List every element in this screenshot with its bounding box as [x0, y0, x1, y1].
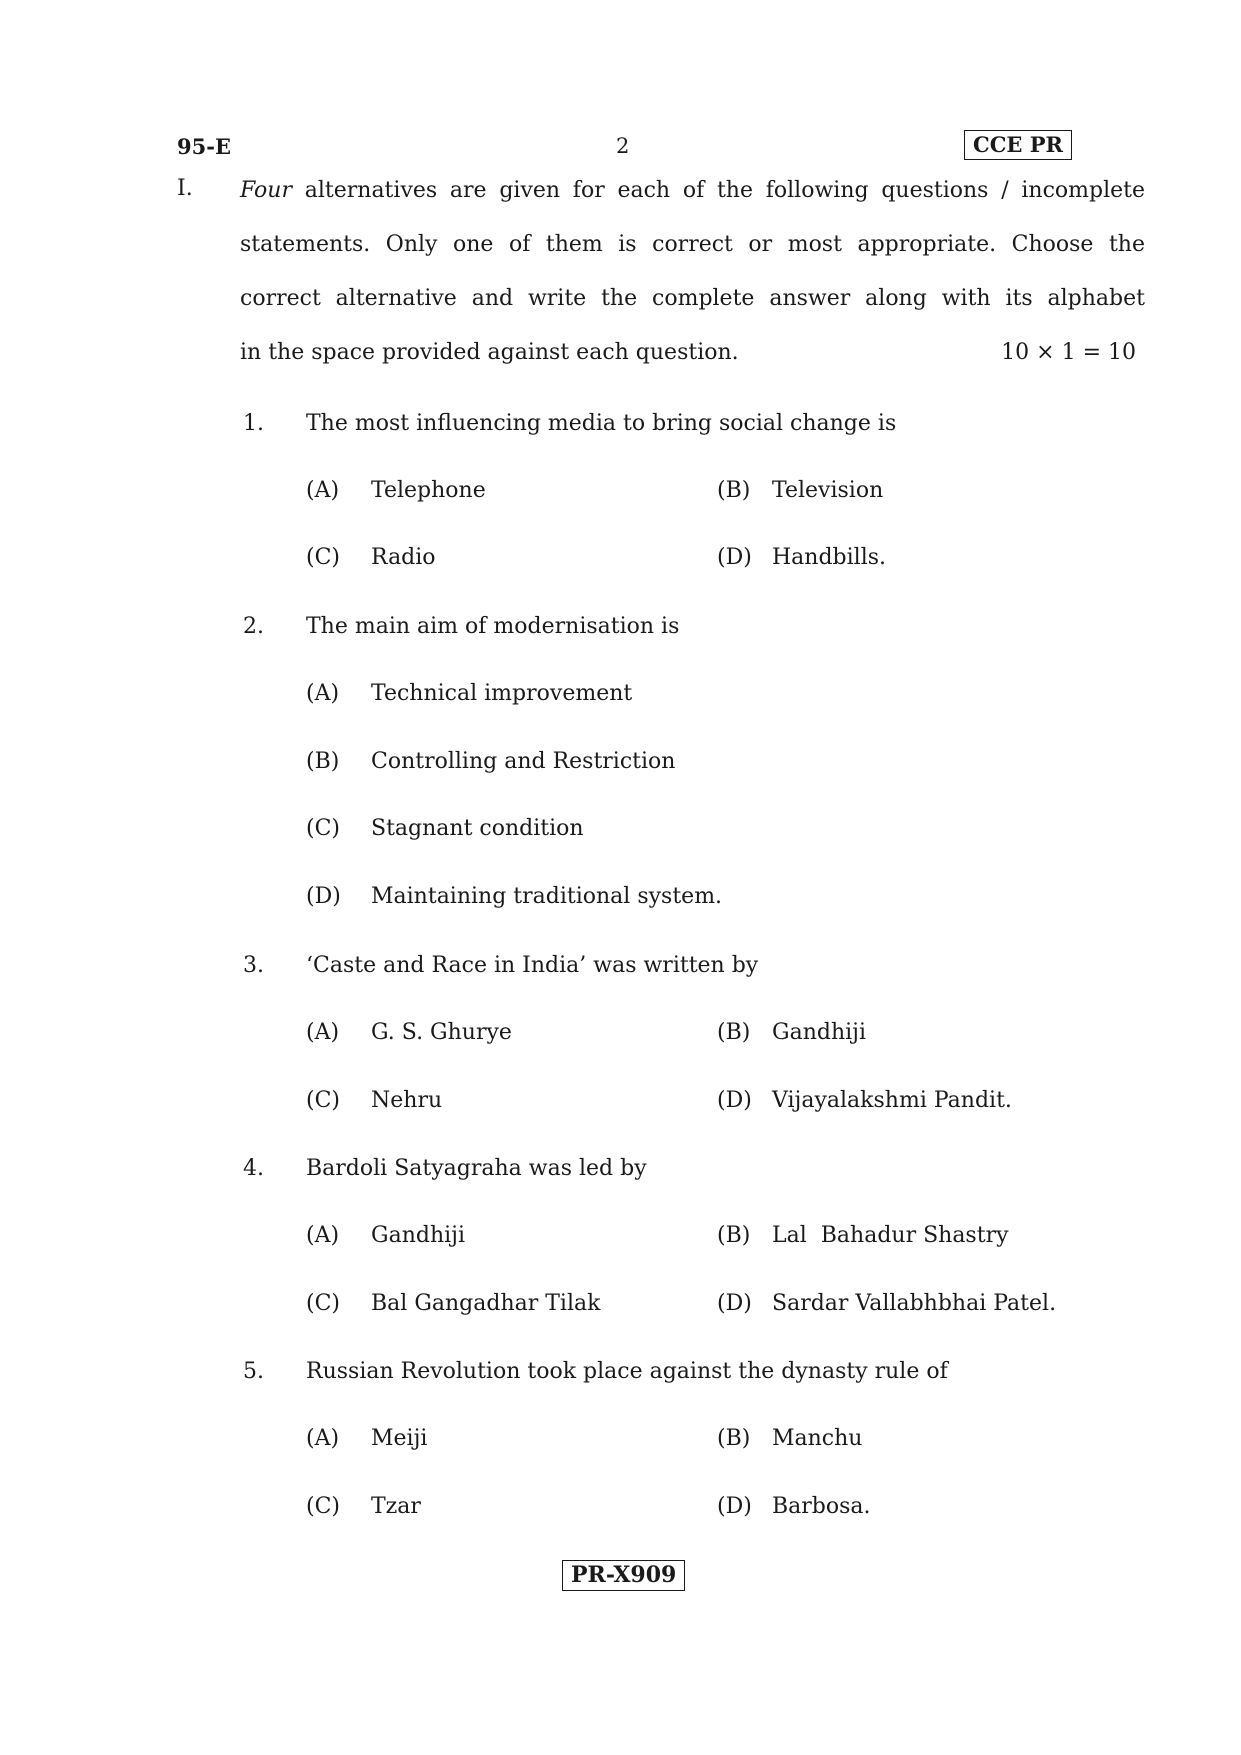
- option-label: (D): [717, 1088, 752, 1113]
- instruction-line-4: in the space provided against each question.: [240, 340, 739, 365]
- option-label: (A): [306, 478, 340, 503]
- option-label: (D): [717, 1494, 752, 1519]
- option-text: Vijayalakshmi Pandit.: [772, 1088, 1012, 1113]
- option-text: Technical improvement: [371, 681, 633, 706]
- option-label: (B): [717, 478, 751, 503]
- page-number: 2: [616, 134, 630, 158]
- option-text: G. S. Ghurye: [371, 1020, 512, 1045]
- option-text: Gandhiji: [772, 1020, 867, 1045]
- option-label: (B): [306, 749, 340, 774]
- instruction-line-3: correct alternative and write the complete answer along with its alphabet: [240, 286, 1145, 311]
- option-label: (C): [306, 816, 340, 841]
- option-text: Sardar Vallabhbhai Patel.: [772, 1291, 1057, 1316]
- paper-code: 95-E: [177, 134, 231, 159]
- option-label: (A): [306, 1020, 340, 1045]
- question-text: Russian Revolution took place against the dynasty rule of: [306, 1359, 948, 1384]
- paper-tag: CCE PR: [964, 130, 1072, 160]
- question-number: 2.: [243, 614, 264, 639]
- option-label: (C): [306, 1088, 340, 1113]
- section-instruction: [240, 164, 1145, 380]
- option-text: Stagnant condition: [371, 816, 584, 841]
- option-text: Gandhiji: [371, 1223, 466, 1248]
- question-text: ‘Caste and Race in India’ was written by: [306, 953, 759, 978]
- option-label: (A): [306, 1426, 340, 1451]
- option-label: (B): [717, 1020, 751, 1045]
- question-text: Bardoli Satyagraha was led by: [306, 1156, 647, 1181]
- instruction-line-2: statements. Only one of them is correct or most appropriate. Choose the: [240, 232, 1145, 257]
- option-label: (D): [717, 545, 752, 570]
- option-label: (B): [717, 1426, 751, 1451]
- option-label: (C): [306, 1494, 340, 1519]
- option-label: (A): [306, 681, 340, 706]
- option-text: Meiji: [371, 1426, 428, 1451]
- option-text: Tzar: [371, 1494, 421, 1519]
- instruction-emphasis: Four: [240, 178, 292, 203]
- option-label: (D): [306, 884, 341, 909]
- option-text: Lal Bahadur Shastry: [772, 1223, 1009, 1248]
- question-number: 4.: [243, 1156, 264, 1181]
- section-number: I.: [177, 176, 193, 201]
- option-text: Maintaining traditional system.: [371, 884, 723, 909]
- option-text: Telephone: [371, 478, 486, 503]
- option-text: Barbosa.: [772, 1494, 871, 1519]
- option-text: Bal Gangadhar Tilak: [371, 1291, 601, 1316]
- option-label: (B): [717, 1223, 751, 1248]
- question-number: 1.: [243, 411, 264, 436]
- option-label: (A): [306, 1223, 340, 1248]
- option-label: (C): [306, 545, 340, 570]
- footer-code: PR-X909: [562, 1560, 685, 1591]
- option-text: Television: [772, 478, 884, 503]
- question-number: 5.: [243, 1359, 264, 1384]
- question-text: The most influencing media to bring social change is: [306, 411, 897, 436]
- option-text: Nehru: [371, 1088, 443, 1113]
- option-label: (C): [306, 1291, 340, 1316]
- option-text: Radio: [371, 545, 436, 570]
- option-label: (D): [717, 1291, 752, 1316]
- option-text: Handbills.: [772, 545, 887, 570]
- question-text: The main aim of modernisation is: [306, 614, 680, 639]
- instruction-line-1: alternatives are given for each of the following questions / incomplete: [292, 178, 1145, 203]
- option-text: Controlling and Restriction: [371, 749, 676, 774]
- marks-allocation: 10 × 1 = 10: [1001, 340, 1136, 365]
- question-number: 3.: [243, 953, 264, 978]
- option-text: Manchu: [772, 1426, 863, 1451]
